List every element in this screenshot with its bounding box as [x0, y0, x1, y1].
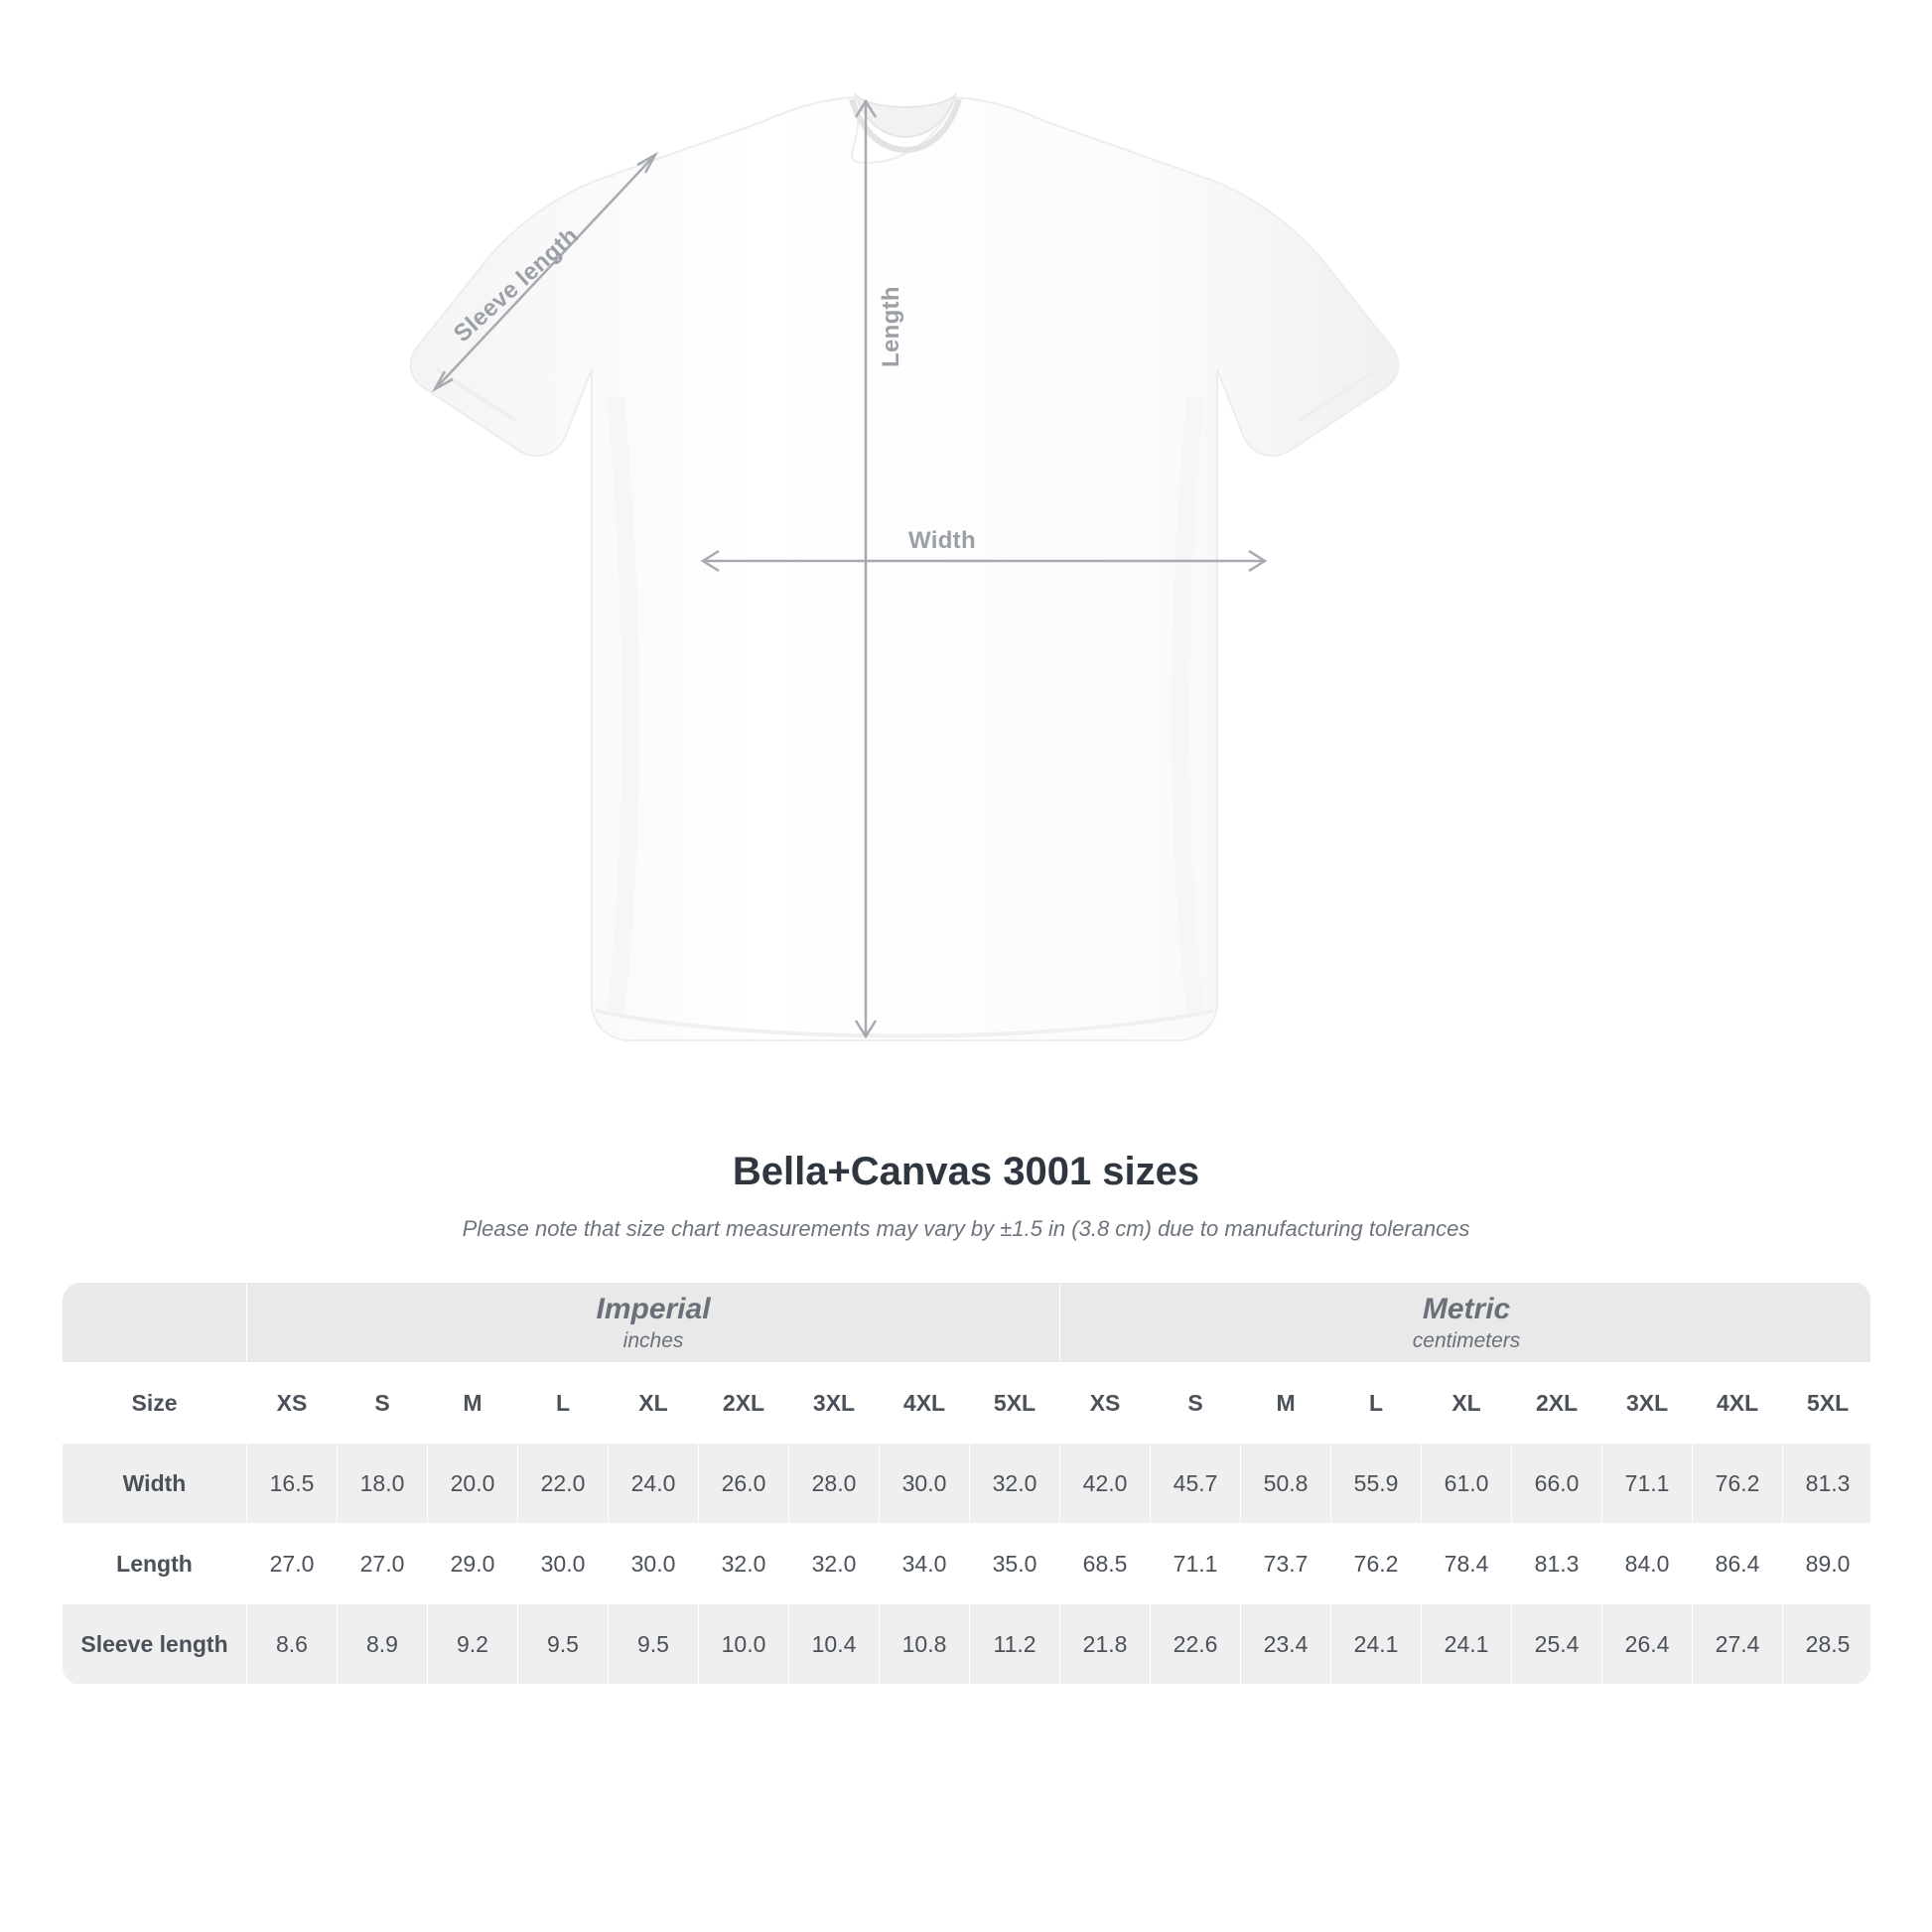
- cell-metric-length-xl: 78.4: [1422, 1524, 1512, 1604]
- label-length: Length: [878, 286, 904, 367]
- cell-metric-sleeve-3xl: 26.4: [1602, 1604, 1693, 1685]
- cell-imperial-width-5xl: 32.0: [970, 1444, 1060, 1524]
- cell-imperial-sleeve-2xl: 10.0: [699, 1604, 789, 1685]
- cell-metric-length-l: 76.2: [1331, 1524, 1422, 1604]
- cell-metric-sleeve-s: 22.6: [1151, 1604, 1241, 1685]
- cell-imperial-length-xl: 30.0: [609, 1524, 699, 1604]
- cell-imperial-sleeve-xs: 8.6: [247, 1604, 338, 1685]
- header-imperial-4xl: 4XL: [880, 1363, 970, 1444]
- cell-metric-length-s: 71.1: [1151, 1524, 1241, 1604]
- header-metric-xl: XL: [1422, 1363, 1512, 1444]
- cell-imperial-width-3xl: 28.0: [789, 1444, 880, 1524]
- cell-imperial-width-xs: 16.5: [247, 1444, 338, 1524]
- cell-imperial-length-5xl: 35.0: [970, 1524, 1060, 1604]
- cell-metric-length-3xl: 84.0: [1602, 1524, 1693, 1604]
- cell-metric-length-m: 73.7: [1241, 1524, 1331, 1604]
- cell-imperial-width-xl: 24.0: [609, 1444, 699, 1524]
- cell-metric-sleeve-m: 23.4: [1241, 1604, 1331, 1685]
- cell-metric-width-xs: 42.0: [1060, 1444, 1151, 1524]
- table-row: [63, 1604, 1871, 1685]
- cell-metric-width-l: 55.9: [1331, 1444, 1422, 1524]
- cell-imperial-sleeve-m: 9.2: [428, 1604, 518, 1685]
- cell-imperial-width-l: 22.0: [518, 1444, 609, 1524]
- header-metric-m: M: [1241, 1363, 1331, 1444]
- cell-imperial-sleeve-s: 8.9: [338, 1604, 428, 1685]
- tolerance-note: Please note that size chart measurements may vary by ±1.5 in (3.8 cm) due to manufacturing tolerances: [462, 1216, 1470, 1241]
- cell-imperial-width-s: 18.0: [338, 1444, 428, 1524]
- cell-imperial-length-xs: 27.0: [247, 1524, 338, 1604]
- header-imperial-3xl: 3XL: [789, 1363, 880, 1444]
- cell-metric-length-4xl: 86.4: [1693, 1524, 1783, 1604]
- header-metric-3xl: 3XL: [1602, 1363, 1693, 1444]
- cell-imperial-sleeve-3xl: 10.4: [789, 1604, 880, 1685]
- size-header-row: [63, 1363, 1871, 1444]
- table-row: [63, 1524, 1871, 1604]
- row-label-length: Length: [63, 1524, 247, 1604]
- header-metric-l: L: [1331, 1363, 1422, 1444]
- cell-metric-sleeve-xs: 21.8: [1060, 1604, 1151, 1685]
- cell-imperial-length-2xl: 32.0: [699, 1524, 789, 1604]
- cell-metric-sleeve-xl: 24.1: [1422, 1604, 1512, 1685]
- unit-group-spacer: [63, 1283, 247, 1363]
- header-metric-xs: XS: [1060, 1363, 1151, 1444]
- cell-imperial-width-m: 20.0: [428, 1444, 518, 1524]
- header-imperial-2xl: 2XL: [699, 1363, 789, 1444]
- unit-group-imperial-sub: inches: [622, 1329, 684, 1353]
- cell-metric-width-xl: 61.0: [1422, 1444, 1512, 1524]
- cell-metric-sleeve-l: 24.1: [1331, 1604, 1422, 1685]
- header-metric-s: S: [1151, 1363, 1241, 1444]
- unit-group-metric: [1060, 1283, 1870, 1363]
- header-imperial-xs: XS: [247, 1363, 338, 1444]
- cell-imperial-length-m: 29.0: [428, 1524, 518, 1604]
- header-imperial-5xl: 5XL: [970, 1363, 1060, 1444]
- cell-metric-width-3xl: 71.1: [1602, 1444, 1693, 1524]
- label-width: Width: [908, 527, 976, 554]
- cell-imperial-sleeve-l: 9.5: [518, 1604, 609, 1685]
- header-imperial-l: L: [518, 1363, 609, 1444]
- row-label-width: Width: [63, 1444, 247, 1524]
- header-metric-4xl: 4XL: [1693, 1363, 1783, 1444]
- label-sleeve-length: Sleeve length: [449, 221, 584, 348]
- cell-metric-sleeve-4xl: 27.4: [1693, 1604, 1783, 1685]
- cell-imperial-sleeve-4xl: 10.8: [880, 1604, 970, 1685]
- cell-imperial-sleeve-5xl: 11.2: [970, 1604, 1060, 1685]
- cell-metric-sleeve-5xl: 28.5: [1783, 1604, 1870, 1685]
- cell-imperial-length-l: 30.0: [518, 1524, 609, 1604]
- cell-metric-length-5xl: 89.0: [1783, 1524, 1870, 1604]
- cell-imperial-length-4xl: 34.0: [880, 1524, 970, 1604]
- size-table: [62, 1282, 1870, 1685]
- cell-metric-width-2xl: 66.0: [1512, 1444, 1602, 1524]
- cell-metric-width-4xl: 76.2: [1693, 1444, 1783, 1524]
- page-title: Bella+Canvas 3001 sizes: [732, 1150, 1200, 1193]
- size-table-wrap: [62, 1282, 1870, 1685]
- cell-metric-width-m: 50.8: [1241, 1444, 1331, 1524]
- unit-group-metric-name: Metric: [1422, 1292, 1511, 1325]
- cell-metric-width-s: 45.7: [1151, 1444, 1241, 1524]
- cell-metric-width-5xl: 81.3: [1783, 1444, 1870, 1524]
- unit-group-metric-sub: centimeters: [1412, 1329, 1521, 1353]
- cell-imperial-length-s: 27.0: [338, 1524, 428, 1604]
- cell-metric-length-2xl: 81.3: [1512, 1524, 1602, 1604]
- cell-imperial-length-3xl: 32.0: [789, 1524, 880, 1604]
- unit-group-imperial: [247, 1283, 1060, 1363]
- cell-imperial-width-2xl: 26.0: [699, 1444, 789, 1524]
- cell-metric-sleeve-2xl: 25.4: [1512, 1604, 1602, 1685]
- unit-group-row: [63, 1283, 1871, 1363]
- header-imperial-s: S: [338, 1363, 428, 1444]
- header-metric-5xl: 5XL: [1783, 1363, 1870, 1444]
- cell-metric-length-xs: 68.5: [1060, 1524, 1151, 1604]
- unit-group-imperial-name: Imperial: [596, 1292, 711, 1325]
- row-label-sleeve-length: Sleeve length: [63, 1604, 247, 1685]
- header-size: Size: [63, 1363, 247, 1444]
- cell-imperial-sleeve-xl: 9.5: [609, 1604, 699, 1685]
- cell-imperial-width-4xl: 30.0: [880, 1444, 970, 1524]
- header-imperial-xl: XL: [609, 1363, 699, 1444]
- header-metric-2xl: 2XL: [1512, 1363, 1602, 1444]
- header-imperial-m: M: [428, 1363, 518, 1444]
- table-row: [63, 1444, 1871, 1524]
